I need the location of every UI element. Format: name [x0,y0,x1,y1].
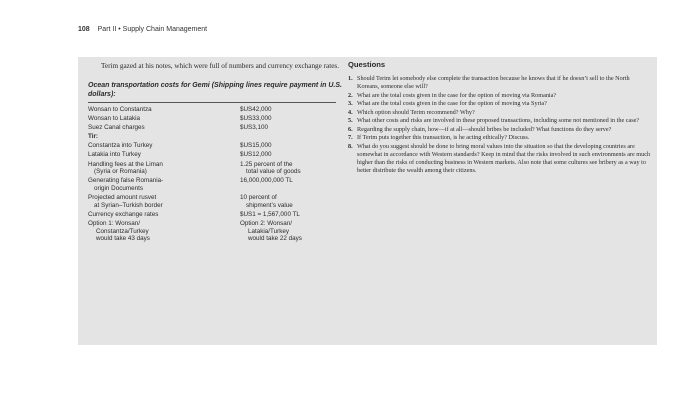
question-item [348,75,653,91]
table-rule [88,102,336,103]
cost-table [88,106,336,245]
row-value [240,161,336,178]
table-row [88,124,336,133]
question-item [348,143,653,175]
questions-column [348,57,653,175]
row-value-line: total value of goods [246,168,301,176]
row-value-line: $US42,000 [240,105,272,113]
table-title: Ocean transportation costs for Gemi (Shipping lines require payment in U.S. dollars): [88,81,342,98]
question-text: Should Terim let somebody else complete the transaction because he knows that if he doesn’t sell to the North Koreans, someone else will? [357,75,630,90]
row-value [240,124,336,133]
row-value [240,211,336,220]
row-label-line: Suez Canal charges [88,123,145,131]
row-label [88,151,240,160]
row-label [88,124,240,133]
question-item [348,92,653,100]
table-row [88,211,336,220]
row-value-line: 1.25 percent of the [240,160,293,168]
row-value-line: would take 22 days [248,235,302,243]
row-label-line: Latakia into Turkey [88,151,141,159]
row-label [88,142,240,151]
row-value-line: Option 2: Wonsan/ [240,220,293,228]
row-value [240,177,336,194]
table-row [88,177,336,194]
row-label-line: Generating false Romania- [88,177,164,185]
row-value-line: shipment’s value [246,201,293,209]
table-row [88,133,336,142]
question-number: 7. [348,134,353,141]
row-label-line: Handling fees at the Liman [88,160,163,168]
row-value-line: $US1 = 1,567,000 TL [240,210,300,218]
question-item [348,126,653,134]
row-value-line: 10 percent of [240,194,277,202]
question-number: 4. [348,108,353,116]
case-panel [78,57,657,345]
table-row [88,194,336,211]
row-label-line: Constantza into Turkey [88,142,153,150]
row-value [240,220,336,244]
question-number: 8. [348,142,353,150]
row-label [88,161,240,178]
row-label [88,133,240,142]
row-value-line: 16,000,000,000 TL [240,177,293,185]
row-label-line: Option 1: Wonsan/ [88,220,141,228]
intro-paragraph: Terim gazed at his notes, which were full of numbers and currency exchange rates. [101,62,339,70]
table-row [88,115,336,124]
row-value-line: $US33,000 [240,114,272,122]
question-number: 2. [348,91,353,99]
row-value-line: Latakia/Turkey [248,227,290,235]
row-label-line: Currency exchange rates [88,210,159,218]
question-text: What are the total costs given in the case for the option of moving via Romania? [357,91,557,99]
question-number: 1. [348,75,353,82]
row-label-line: Tir: [88,133,99,141]
row-label [88,194,240,211]
table-row [88,161,336,178]
running-head [78,26,207,33]
row-label-line: Wonsan to Constantza [88,105,152,113]
question-text: What do you suggest should be done to bring moral values into the situation so that the developing countries are somewhat in accordance with Western standards? Keep in mind that the risks involved in such environments are much higher than the risks of conducting business in Western markets. Also note that some cultures see bribery as a way to better distribute the wealth among their citizens. [357,142,651,174]
table-row [88,142,336,151]
table-row [88,220,336,244]
row-label-line: Constantza/Turkey [96,227,149,235]
question-text: If Terim puts together this transaction, is he acting ethically? Discuss. [357,134,530,141]
row-value [240,194,336,211]
row-label-line: would take 43 days [96,235,150,243]
question-number: 3. [348,100,353,107]
question-text: What are the total costs given in the case for the option of moving via Syria? [357,100,547,107]
question-item [348,134,653,142]
row-value [240,133,336,142]
row-label [88,106,240,115]
row-value-line: $US3,100 [240,123,269,131]
question-item [348,117,653,125]
row-label-line: at Syrian–Turkish border [94,201,163,209]
question-text: Regarding the supply chain, how—if at all—should bribes be included? What functions do they serve? [357,125,612,133]
row-label [88,177,240,194]
row-label-line: (Syria or Romania) [94,168,147,176]
row-label-line: origin Documents [94,185,143,192]
row-value-line: $US12,000 [240,151,272,159]
case-column [88,62,344,245]
row-value [240,151,336,160]
section-title: Part II • Supply Chain Management [97,26,208,33]
row-value [240,115,336,124]
table-row [88,106,336,115]
row-value [240,106,336,115]
row-value [240,142,336,151]
questions-list [348,75,653,175]
row-label [88,115,240,124]
page-number: 108 [78,26,90,33]
question-text: What other costs and risks are involved in these proposed transactions, including some not mentioned in the case? [357,117,640,124]
row-label-line: Projected amount rusvet [88,194,157,202]
question-item [348,109,653,117]
question-number: 6. [348,125,353,133]
table-row [88,151,336,160]
questions-title: Questions [348,60,386,69]
row-value-line: $US15,000 [240,142,272,150]
row-label [88,211,240,220]
row-label-line: Wonsan to Latakia [88,114,141,122]
question-item [348,100,653,108]
question-text: Which option should Terim recommend? Why? [357,108,475,116]
row-label [88,220,240,244]
question-number: 5. [348,117,353,124]
